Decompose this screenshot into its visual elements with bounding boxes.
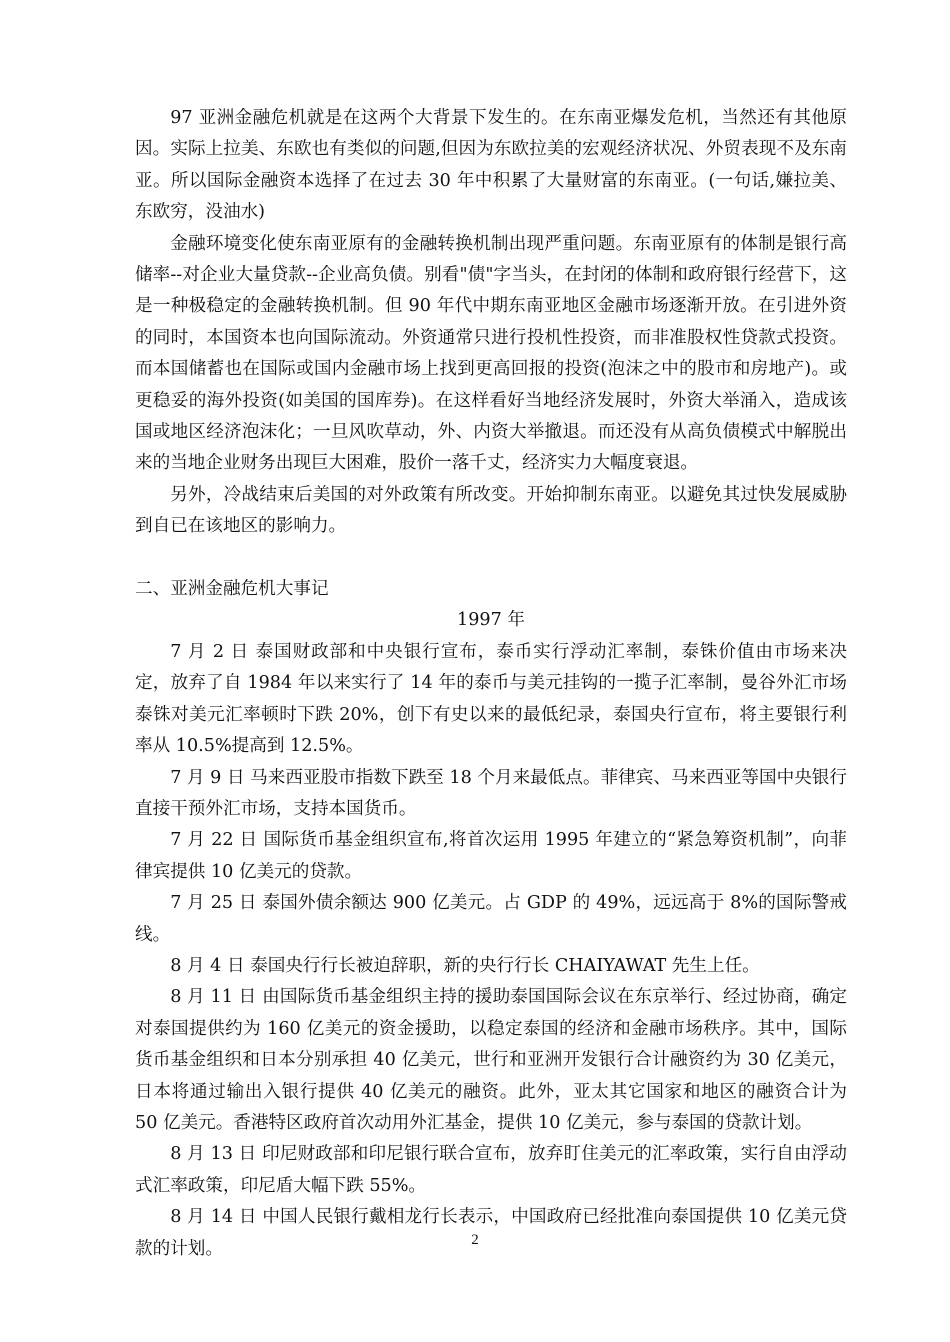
- paragraph: 另外，冷战结束后美国的对外政策有所改变。开始抑制东南亚。以避免其过快发展威胁到自已在该地区的影响力。: [135, 484, 847, 537]
- event-item: 8 月 14 日 中国人民银行戴相龙行长表示，中国政府已经批准向泰国提供 10 亿美元贷款的计划。: [135, 1207, 847, 1259]
- event-item: 7 月 22 日 国际货币基金组织宣布,将首次运用 1995 年建立的“紧急筹资机制”，向菲律宾提供 10 亿美元的贷款。: [135, 830, 847, 882]
- event-item: 7 月 25 日 泰国外债余额达 900 亿美元。占 GDP 的 49%，远远高于 8%的国际警戒线。: [135, 893, 847, 945]
- page-number: 2: [471, 1232, 479, 1248]
- event-item: 8 月 13 日 印尼财政部和印尼银行联合宣布，放弃盯住美元的汇率政策，实行自由浮动式汇率政策，印尼盾大幅下跌 55%。: [135, 1144, 847, 1196]
- blank-line: [135, 543, 847, 574]
- year-heading: 1997 年: [457, 610, 525, 631]
- paragraph: 金融环境变化使东南亚原有的金融转换机制出现严重问题。东南亚原有的体制是银行高储率--对企业大量贷款--企业高负债。别看"债"字当头，在封闭的体制和政府银行经营下，这是一种极稳定的金融转换机制。但 90 年代中期东南亚地区金融市场逐渐开放。在引进外资的同时，本国资本也向国际流动。外资通常只进行投机性投资，而非准股权性贷款式投资。而本国储蓄也在国际或国内金融市场上找到更高回报的投资(泡沫之中的股市和房地产)。或更稳妥的海外投资(如美国的国库券)。在这样看好当地经济发展时，外资大举涌入，造成该国或地区经济泡沫化；一旦风吹草动，外、内资大举撤退。而还没有从高负债模式中解脱出来的当地企业财务出现巨大困难，股价一落千丈，经济实力大幅度衰退。: [135, 233, 847, 474]
- event-item: 7 月 9 日 马来西亚股市指数下跌至 18 个月来最低点。菲律宾、马来西亚等国中央银行直接干预外汇市场，支持本国货币。: [135, 767, 847, 819]
- event-item: 8 月 4 日 泰国央行行长被迫辞职，新的央行行长 CHAIYAWAT 先生上任。: [170, 955, 760, 976]
- paragraph: 97 亚洲金融危机就是在这两个大背景下发生的。在东南亚爆发危机，当然还有其他原因。实际上拉美、东欧也有类似的问题,但因为东欧拉美的宏观经济状况、外贸表现不及东南亚。所以国际金融资本选择了在过去 30 年中积累了大量财富的东南亚。(一句话,嫌拉美、东欧穷，没油水): [135, 108, 847, 223]
- event-item: 7 月 2 日 泰国财政部和中央银行宣布，泰币实行浮动汇率制，泰铢价值由市场来决定，放弃了自 1984 年以来实行了 14 年的泰币与美元挂钩的一揽子汇率制，曼谷外汇市场泰铢对美元汇率顿时下跌 20%，创下有史以来的最低纪录，泰国央行宣布，将主要银行利率从 10.5%提高到 12.5%。: [135, 641, 847, 757]
- event-item: 8 月 11 日 由国际货币基金组织主持的援助泰国国际会议在东京举行、经过协商，确定对泰国提供约为 160 亿美元的资金援助，以稳定泰国的经济和金融市场秩序。其中，国际货币基金组织和日本分别承担 40 亿美元，世行和亚洲开发银行合计融资约为 30 亿美元，日本将通过输出入银行提供 40 亿美元的融资。此外，亚太其它国家和地区的融资合计为 50 亿美元。香港特区政府首次动用外汇基金，提供 10 亿美元，参与泰国的贷款计划。: [135, 987, 847, 1133]
- document-body: [135, 103, 847, 1265]
- section-heading: 二、亚洲金融危机大事记: [135, 579, 329, 600]
